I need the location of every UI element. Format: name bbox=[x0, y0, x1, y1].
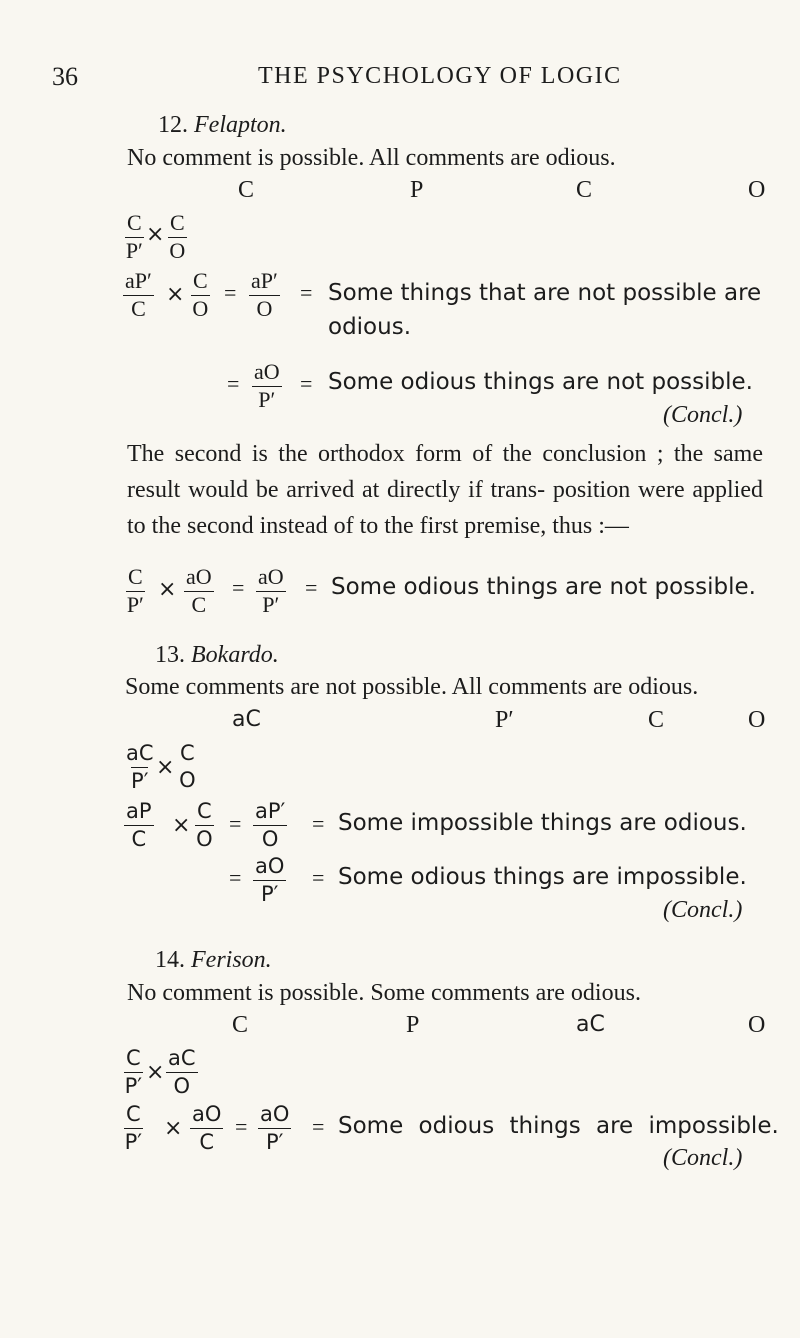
term-letter: C bbox=[648, 707, 665, 733]
times-sign: × bbox=[164, 1116, 183, 1141]
equals-sign: = bbox=[312, 1114, 325, 1139]
page-number: 36 bbox=[52, 62, 78, 91]
fraction: $\frac{C}{P'}$ bbox=[124, 1046, 143, 1098]
gloss: odious. bbox=[328, 314, 412, 340]
times-sign: × bbox=[146, 1060, 165, 1085]
gloss: Some odious things are not possible. bbox=[328, 369, 753, 395]
fraction: $\frac{aO}{C}$ bbox=[192, 1102, 222, 1154]
gloss: Some odious things are impossible. bbox=[338, 864, 747, 890]
gloss: Some things that are not possible are bbox=[328, 280, 762, 306]
section-number: 14. bbox=[155, 947, 185, 973]
fraction: $\frac{C}{P'}$ bbox=[124, 1102, 143, 1154]
times-sign: × bbox=[156, 755, 175, 780]
fraction: $\frac{aP'}{C}$ bbox=[125, 268, 152, 321]
term-letter: aC bbox=[576, 1012, 605, 1037]
gloss: Some odious things are impossible. bbox=[338, 1113, 779, 1139]
term-letter: P bbox=[410, 177, 424, 203]
term-letter: aC bbox=[232, 707, 261, 732]
fraction: $\frac{aO}{P'}$ bbox=[260, 1102, 290, 1154]
times-sign: × bbox=[146, 222, 165, 247]
equals-sign: = bbox=[235, 1114, 248, 1139]
fraction: $\frac{C}{O}$ bbox=[196, 799, 213, 851]
premises: No comment is possible. Some comments are odious. bbox=[127, 980, 641, 1006]
running-title: THE PSYCHOLOGY OF LOGIC bbox=[258, 63, 622, 89]
premises: Some comments are not possible. All comments are odious. bbox=[125, 674, 699, 700]
section-number: 12. bbox=[158, 112, 188, 138]
term-letter: P′ bbox=[495, 707, 514, 733]
equals-sign: = bbox=[300, 280, 313, 305]
conclusion-mark: (Concl.) bbox=[663, 402, 743, 428]
fraction: $\frac{C}{P'}$ bbox=[125, 210, 143, 263]
conclusion-mark: (Concl.) bbox=[663, 897, 743, 923]
fraction: $\frac{aO}{C}$ bbox=[186, 564, 212, 617]
gloss: Some impossible things are odious. bbox=[338, 810, 747, 836]
section-name: Ferison. bbox=[191, 947, 272, 973]
fraction: $\frac{aO}{P'}$ bbox=[255, 854, 285, 906]
term-letter: O bbox=[748, 707, 766, 733]
equals-sign: = bbox=[229, 811, 242, 836]
fraction: $\frac{C}{O}$ bbox=[192, 268, 209, 321]
equals-sign: = bbox=[224, 280, 237, 305]
fraction: $\frac{aP'}{O}$ bbox=[251, 268, 278, 321]
times-sign: × bbox=[166, 282, 185, 307]
equals-sign: = bbox=[227, 371, 240, 396]
equals-sign: = bbox=[300, 371, 313, 396]
term-letter: C bbox=[232, 1012, 249, 1038]
section-13-heading bbox=[155, 642, 279, 669]
term-letter: P bbox=[406, 1012, 420, 1038]
section-number: 13. bbox=[155, 642, 185, 668]
fraction: $\frac{aO}{P'}$ bbox=[254, 359, 280, 412]
term-letter: O bbox=[748, 177, 766, 203]
equals-sign: = bbox=[305, 575, 318, 600]
term-letter: C bbox=[576, 177, 593, 203]
section-12-heading bbox=[158, 112, 287, 139]
conclusion-mark: (Concl.) bbox=[663, 1145, 743, 1171]
section-name: Felapton. bbox=[194, 112, 287, 138]
gloss: Some odious things are not possible. bbox=[331, 574, 756, 600]
fraction: $\frac{aP}{C}$ bbox=[126, 799, 152, 851]
body-paragraph: The second is the orthodox form of the conclusion ; the same result would be arrived at directly if trans- position were applied to the second instead of to the first premise, thus :— bbox=[127, 441, 763, 539]
equals-sign: = bbox=[232, 575, 245, 600]
section-14-heading bbox=[155, 947, 272, 974]
fraction: $\frac{aC}{O}$ bbox=[168, 1046, 196, 1098]
times-sign: × bbox=[158, 577, 177, 602]
equals-sign: = bbox=[229, 865, 242, 890]
term-letter: C bbox=[238, 177, 255, 203]
fraction: $\frac{aC}{P'}$ bbox=[126, 741, 154, 793]
fraction: C O bbox=[179, 741, 196, 792]
section-name: Bokardo. bbox=[191, 642, 279, 668]
fraction: $\frac{aO}{P'}$ bbox=[258, 564, 284, 617]
term-letter: O bbox=[748, 1012, 766, 1038]
fraction: $\frac{aP'}{O}$ bbox=[255, 799, 286, 851]
times-sign: × bbox=[172, 813, 191, 838]
fraction: $\frac{C}{P'}$ bbox=[126, 564, 144, 617]
equals-sign: = bbox=[312, 811, 325, 836]
fraction: $\frac{C}{O}$ bbox=[169, 210, 186, 263]
premises: No comment is possible. All comments are odious. bbox=[127, 145, 616, 171]
equals-sign: = bbox=[312, 865, 325, 890]
